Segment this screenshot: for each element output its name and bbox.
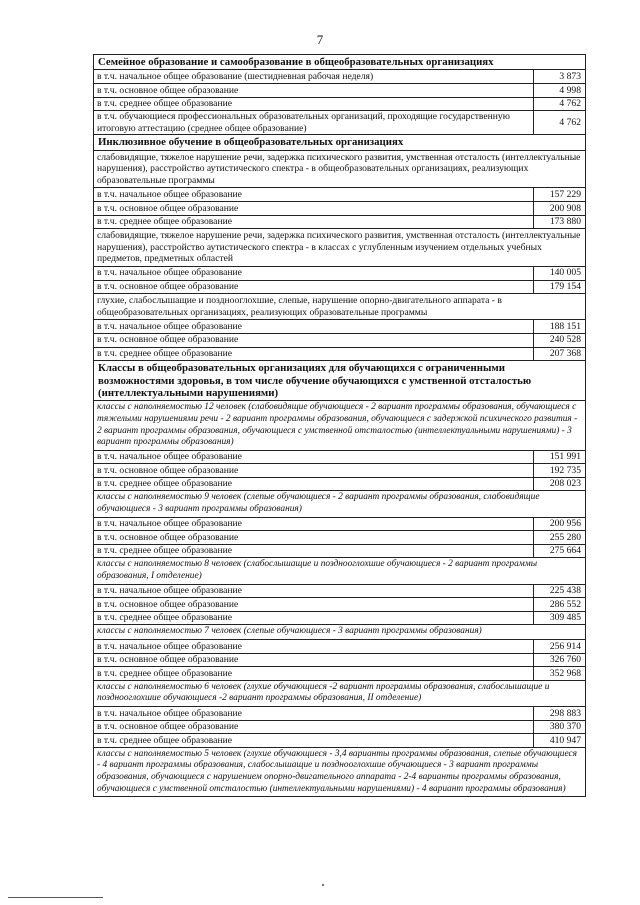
- table-row: [94, 320, 586, 334]
- row-value: 4 762: [534, 111, 586, 135]
- category-description: классы с наполняемостью 12 человек (слабовидящие обучающиеся - 2 вариант программы образования, обучающиеся с тяжелыми нарушениями речи - 2 вариант программы образования, обучающиеся с задержкой психического развития - 2 вариант программы образования, обучающиеся с умственной отсталостью (интеллектуальными нарушениями) - 3 вариант программы образования): [94, 401, 586, 450]
- table-row: [94, 531, 586, 545]
- row-value: 309 485: [534, 611, 586, 625]
- table-row: [94, 706, 586, 720]
- category-description-row: [94, 558, 586, 584]
- table-row: [94, 517, 586, 531]
- row-value: 192 735: [534, 464, 586, 478]
- row-label: в т.ч. начальное общее образование: [94, 706, 534, 720]
- category-description-row: [94, 229, 586, 267]
- table-row: [94, 598, 586, 612]
- section-heading: Инклюзивное обучение в общеобразовательных организациях: [94, 135, 586, 150]
- table-row: [94, 111, 586, 135]
- row-label: в т.ч. начальное общее образование: [94, 517, 534, 531]
- row-value: 173 880: [534, 215, 586, 229]
- footer-rule: [8, 897, 103, 898]
- row-label: в т.ч. среднее общее образование: [94, 734, 534, 748]
- row-value: 200 956: [534, 517, 586, 531]
- row-label: в т.ч. среднее общее образование: [94, 347, 534, 361]
- row-value: 151 991: [534, 450, 586, 464]
- row-value: 157 229: [534, 188, 586, 202]
- row-label: в т.ч. начальное общее образование: [94, 640, 534, 654]
- row-value: 286 552: [534, 598, 586, 612]
- row-value: 240 528: [534, 333, 586, 347]
- row-label: в т.ч. основное общее образование: [94, 84, 534, 98]
- row-label: в т.ч. основное общее образование: [94, 720, 534, 734]
- category-description-row: [94, 680, 586, 706]
- row-value: 140 005: [534, 266, 586, 280]
- category-description-row: [94, 294, 586, 320]
- table-row: [94, 450, 586, 464]
- row-label: в т.ч. среднее общее образование: [94, 667, 534, 681]
- row-label: в т.ч. среднее общее образование: [94, 97, 534, 111]
- category-description: классы с наполняемостью 7 человек (слепые обучающиеся - 3 вариант программы образования): [94, 625, 586, 640]
- row-value: 275 664: [534, 544, 586, 558]
- row-value: 4 998: [534, 84, 586, 98]
- table-row: [94, 584, 586, 598]
- category-description: слабовидящие, тяжелое нарушение речи, задержка психического развития, умственная отсталость (интеллектуальные нарушения), расстройство аутистического спектра - в общеобразовательных организациях, реализующих образовательные программы: [94, 150, 586, 188]
- row-value: 188 151: [534, 320, 586, 334]
- category-description-row: [94, 747, 586, 796]
- row-label: в т.ч. основное общее образование: [94, 280, 534, 294]
- row-label: в т.ч. начальное общее образование: [94, 584, 534, 598]
- category-description-row: [94, 401, 586, 450]
- category-description-row: [94, 491, 586, 517]
- row-value: 208 023: [534, 477, 586, 491]
- section-heading-row: [94, 361, 586, 401]
- row-value: 256 914: [534, 640, 586, 654]
- table-row: [94, 734, 586, 748]
- table-row: [94, 464, 586, 478]
- table-row: [94, 201, 586, 215]
- category-description-row: [94, 150, 586, 188]
- section-heading-row: [94, 55, 586, 70]
- row-value: 380 370: [534, 720, 586, 734]
- row-label: в т.ч. основное общее образование: [94, 531, 534, 545]
- category-description: классы с наполняемостью 6 человек (глухие обучающиеся -2 вариант программы образования, слабослышащие и позднооглохшие обучающиеся -2 вариант программы образования, II отделение): [94, 680, 586, 706]
- table-row: [94, 477, 586, 491]
- page-number: 7: [316, 32, 324, 47]
- table-row: [94, 188, 586, 202]
- row-value: 225 438: [534, 584, 586, 598]
- section-heading-row: [94, 135, 586, 150]
- table-row: [94, 347, 586, 361]
- row-label: в т.ч. начальное общее образование: [94, 320, 534, 334]
- table-row: [94, 667, 586, 681]
- table-row: [94, 266, 586, 280]
- row-label: в т.ч. среднее общее образование: [94, 477, 534, 491]
- table-row: [94, 653, 586, 667]
- category-description: классы с наполняемостью 8 человек (слабослышащие и позднооглохшие обучающиеся - 2 вариант программы образования, I отделение): [94, 558, 586, 584]
- section-heading: Классы в общеобразовательных организациях для обучающихся с ограниченными возможностями здоровья, в том числе обучение обучающихся с умственной отсталостью (интеллектуальными нарушениями): [94, 361, 586, 401]
- row-label: в т.ч. основное общее образование: [94, 598, 534, 612]
- row-label: в т.ч. начальное общее образование: [94, 266, 534, 280]
- row-label: в т.ч. обучающиеся профессиональных образовательных организаций, проходящие государственную итоговую аттестацию (среднее общее образование): [94, 111, 534, 135]
- row-value: 410 947: [534, 734, 586, 748]
- table-row: [94, 611, 586, 625]
- row-value: 4 762: [534, 97, 586, 111]
- table-row: [94, 544, 586, 558]
- cost-table: [93, 54, 586, 797]
- row-value: 200 908: [534, 201, 586, 215]
- table-row: [94, 640, 586, 654]
- row-value: 326 760: [534, 653, 586, 667]
- footer-mark: [322, 884, 324, 886]
- category-description: классы с наполняемостью 5 человек (глухие обучающиеся - 3,4 варианты программы образования, слепые обучающиеся - 4 вариант программы образования, слабослышащие и позднооглохшие обучающиеся - 3 вариант программы образования, обучающиеся с нарушением опорно-двигательного аппарата - 2-4 варианты программы образования, обучающиеся с умственной отсталостью (интеллектуальными нарушениями) - 4 вариант программы образования): [94, 747, 586, 796]
- table-row: [94, 70, 586, 84]
- category-description: классы с наполняемостью 9 человек (слепые обучающиеся - 2 вариант программы образования, слабовидящие обучающиеся - 3 вариант программы образования): [94, 491, 586, 517]
- table-row: [94, 280, 586, 294]
- row-label: в т.ч. основное общее образование: [94, 201, 534, 215]
- row-value: 179 154: [534, 280, 586, 294]
- row-value: 3 873: [534, 70, 586, 84]
- row-label: в т.ч. начальное общее образование: [94, 450, 534, 464]
- row-label: в т.ч. основное общее образование: [94, 333, 534, 347]
- row-value: 352 968: [534, 667, 586, 681]
- row-label: в т.ч. начальное общее образование: [94, 188, 534, 202]
- table-row: [94, 333, 586, 347]
- row-value: 255 280: [534, 531, 586, 545]
- category-description: глухие, слабослышащие и позднооглохшие, слепые, нарушение опорно-двигательного аппарата - в общеобразовательных организациях, реализующих образовательные программы: [94, 294, 586, 320]
- section-heading: Семейное образование и самообразование в общеобразовательных организациях: [94, 55, 586, 70]
- row-label: в т.ч. основное общее образование: [94, 464, 534, 478]
- category-description-row: [94, 625, 586, 640]
- table-row: [94, 84, 586, 98]
- row-label: в т.ч. среднее общее образование: [94, 611, 534, 625]
- row-label: в т.ч. начальное общее образование (шестидневная рабочая неделя): [94, 70, 534, 84]
- table-row: [94, 97, 586, 111]
- table-row: [94, 215, 586, 229]
- row-value: 207 368: [534, 347, 586, 361]
- row-value: 298 883: [534, 706, 586, 720]
- row-label: в т.ч. среднее общее образование: [94, 544, 534, 558]
- table-row: [94, 720, 586, 734]
- row-label: в т.ч. среднее общее образование: [94, 215, 534, 229]
- row-label: в т.ч. основное общее образование: [94, 653, 534, 667]
- category-description: слабовидящие, тяжелое нарушение речи, задержка психического развития, умственная отсталость (интеллектуальные нарушения), расстройство аутистического спектра - в классах с углубленным изучением отдельных учебных предметов, предметных областей: [94, 229, 586, 267]
